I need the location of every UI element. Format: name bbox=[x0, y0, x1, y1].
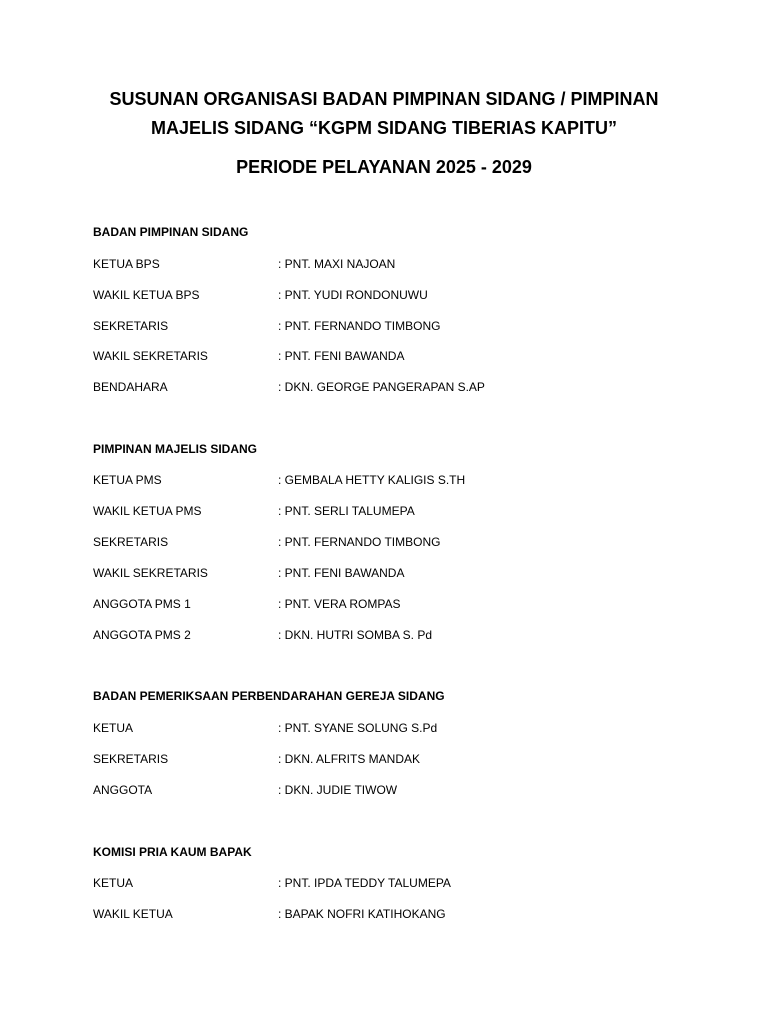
person-name: : PNT. SERLI TALUMEPA bbox=[278, 504, 415, 518]
roster-row bbox=[93, 348, 693, 364]
roster-row bbox=[93, 875, 693, 891]
roster-row bbox=[93, 472, 693, 488]
person-name: : PNT. SYANE SOLUNG S.Pd bbox=[278, 721, 438, 735]
person-name: : DKN. JUDIE TIWOW bbox=[278, 783, 398, 797]
role-label: ANGGOTA PMS 1 bbox=[93, 597, 191, 611]
person-name: : PNT. FENI BAWANDA bbox=[278, 349, 405, 363]
role-label: SEKRETARIS bbox=[93, 535, 169, 549]
roster-row bbox=[93, 906, 693, 922]
roster-row bbox=[93, 287, 693, 303]
role-label: SEKRETARIS bbox=[93, 752, 169, 766]
role-label: BENDAHARA bbox=[93, 380, 168, 394]
roster-row bbox=[93, 503, 693, 519]
role-label: WAKIL SEKRETARIS bbox=[93, 349, 208, 363]
section-heading-badan-pemeriksaan: BADAN PEMERIKSAAN PERBENDARAHAN GEREJA SIDANG bbox=[93, 689, 445, 703]
person-name: : PNT. MAXI NAJOAN bbox=[278, 257, 396, 271]
roster-row bbox=[93, 318, 693, 334]
role-label: KETUA PMS bbox=[93, 473, 162, 487]
person-name: : PNT. FERNANDO TIMBONG bbox=[278, 319, 441, 333]
section-heading-komisi-pria-kaum-bapak: KOMISI PRIA KAUM BAPAK bbox=[93, 845, 252, 859]
person-name: : GEMBALA HETTY KALIGIS S.TH bbox=[278, 473, 466, 487]
section-heading-pimpinan-majelis-sidang: PIMPINAN MAJELIS SIDANG bbox=[93, 442, 258, 456]
document-title-line-1: SUSUNAN ORGANISASI BADAN PIMPINAN SIDANG / PIMPINAN bbox=[109, 89, 659, 109]
role-label: KETUA bbox=[93, 721, 134, 735]
person-name: : DKN. GEORGE PANGERAPAN S.AP bbox=[278, 380, 485, 394]
roster-row bbox=[93, 379, 693, 395]
person-name: : BAPAK NOFRI KATIHOKANG bbox=[278, 907, 446, 921]
roster-row bbox=[93, 534, 693, 550]
role-label: WAKIL KETUA PMS bbox=[93, 504, 202, 518]
section-heading-badan-pimpinan-sidang: BADAN PIMPINAN SIDANG bbox=[93, 225, 249, 239]
person-name: : PNT. VERA ROMPAS bbox=[278, 597, 401, 611]
roster-row bbox=[93, 596, 693, 612]
person-name: : PNT. YUDI RONDONUWU bbox=[278, 288, 428, 302]
document-title-line-2: MAJELIS SIDANG “KGPM SIDANG TIBERIAS KAPITU” bbox=[150, 118, 618, 138]
role-label: SEKRETARIS bbox=[93, 319, 169, 333]
person-name: : PNT. FERNANDO TIMBONG bbox=[278, 535, 441, 549]
roster-row bbox=[93, 782, 693, 798]
role-label: ANGGOTA PMS 2 bbox=[93, 628, 191, 642]
role-label: WAKIL KETUA bbox=[93, 907, 173, 921]
roster-row bbox=[93, 751, 693, 767]
role-label: WAKIL SEKRETARIS bbox=[93, 566, 208, 580]
role-label: WAKIL KETUA BPS bbox=[93, 288, 200, 302]
document-period: PERIODE PELAYANAN 2025 - 2029 bbox=[236, 157, 532, 177]
person-name: : PNT. IPDA TEDDY TALUMEPA bbox=[278, 876, 451, 890]
roster-row bbox=[93, 627, 693, 643]
role-label: KETUA BPS bbox=[93, 257, 160, 271]
role-label: KETUA bbox=[93, 876, 134, 890]
person-name: : DKN. ALFRITS MANDAK bbox=[278, 752, 421, 766]
roster-row bbox=[93, 256, 693, 272]
roster-row bbox=[93, 565, 693, 581]
role-label: ANGGOTA bbox=[93, 783, 153, 797]
person-name: : DKN. HUTRI SOMBA S. Pd bbox=[278, 628, 433, 642]
roster-row bbox=[93, 720, 693, 736]
person-name: : PNT. FENI BAWANDA bbox=[278, 566, 405, 580]
